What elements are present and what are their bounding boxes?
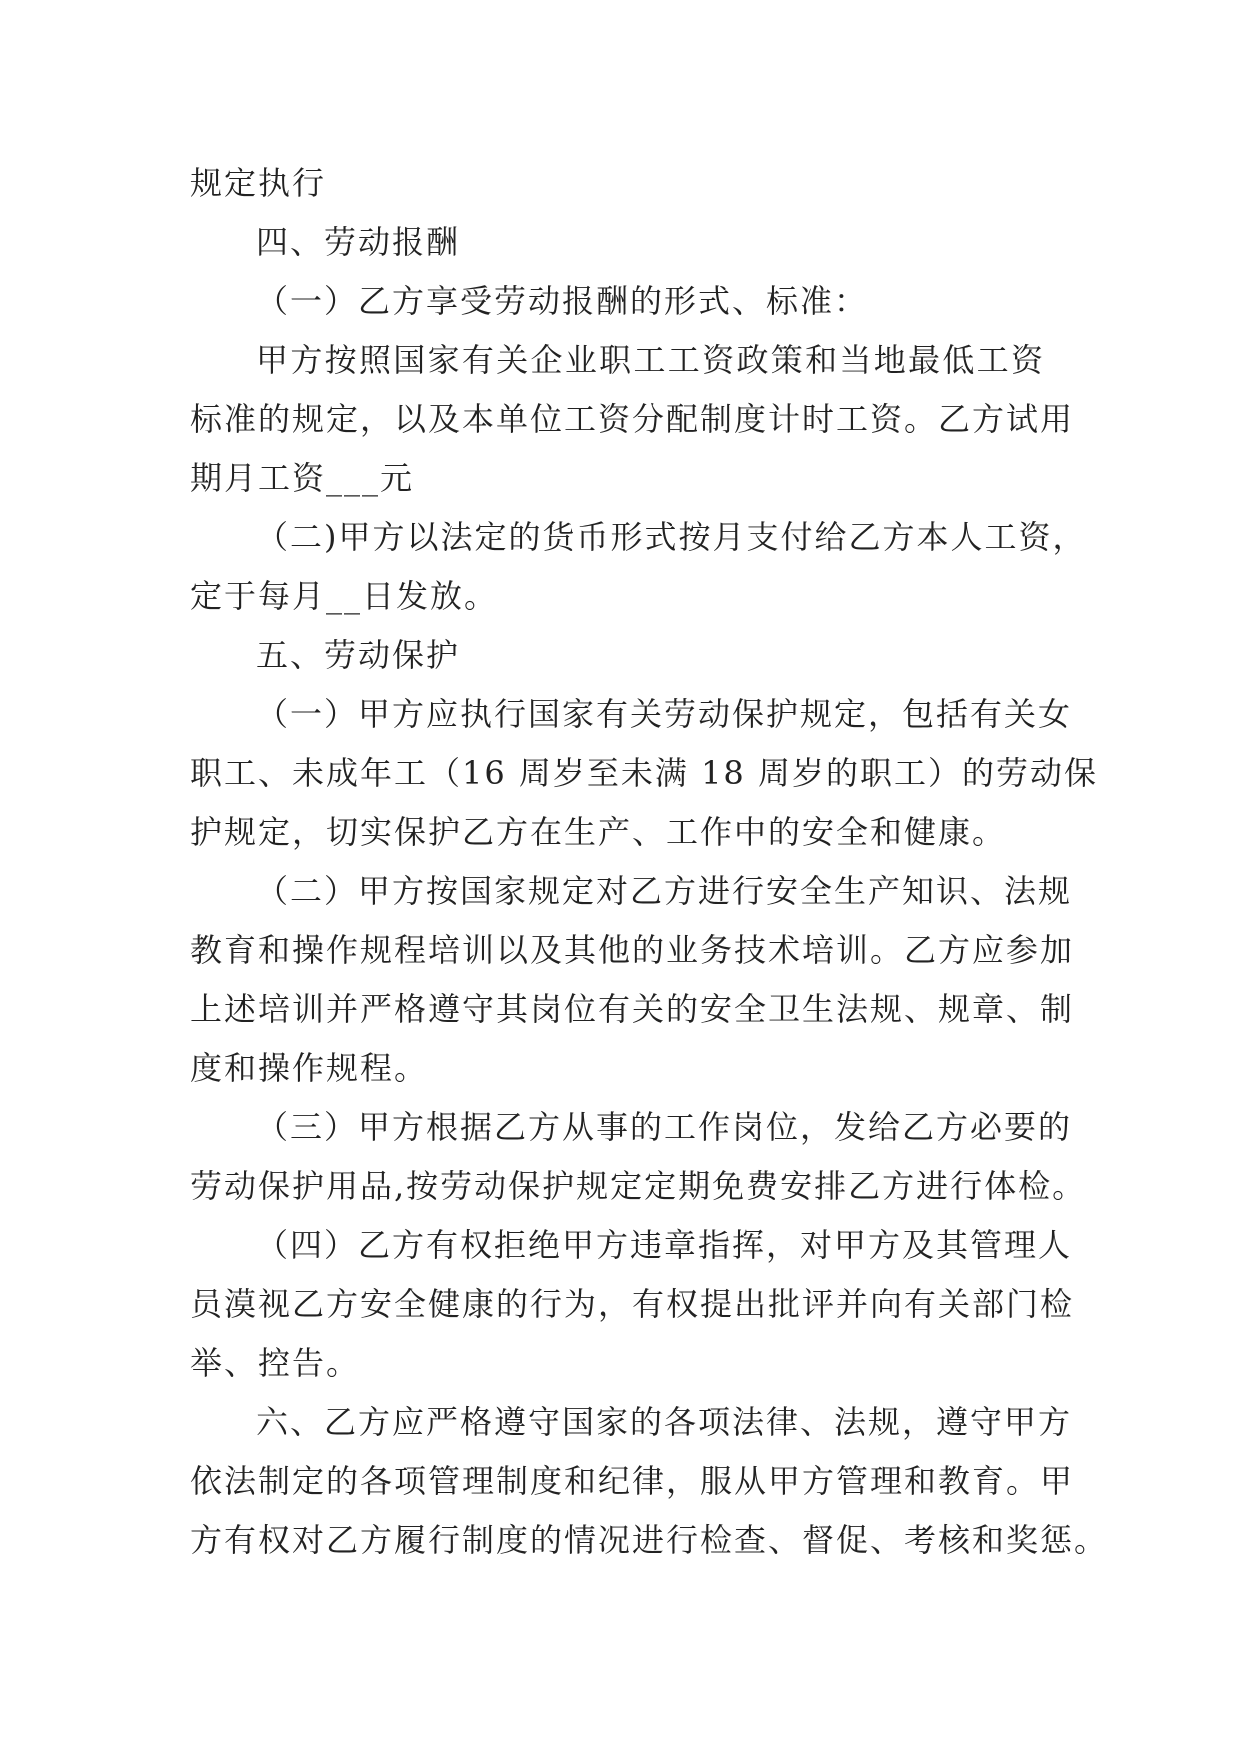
- text-line: （一）甲方应执行国家有关劳动保护规定，包括有关女: [256, 695, 1073, 733]
- text-line: 依法制定的各项管理制度和纪律，服从甲方管理和教育。甲: [190, 1462, 1075, 1500]
- text-line: （三）甲方根据乙方从事的工作岗位，发给乙方必要的: [256, 1108, 1073, 1146]
- text-line: 甲方按照国家有关企业职工工资政策和当地最低工资: [256, 341, 1045, 379]
- section-heading: 四、劳动报酬: [256, 223, 461, 261]
- text-line: 期月工资___元: [190, 459, 415, 497]
- text-line: 方有权对乙方履行制度的情况进行检查、督促、考核和奖惩。: [190, 1521, 1109, 1559]
- text-line: 标准的规定，以及本单位工资分配制度计时工资。乙方试用: [190, 400, 1075, 438]
- text-line: 教育和操作规程培训以及其他的业务技术培训。乙方应参加: [190, 931, 1075, 969]
- text-line: （二）甲方按国家规定对乙方进行安全生产知识、法规: [256, 872, 1073, 910]
- text-line: 举、控告。: [190, 1344, 361, 1382]
- text-line: 定于每月__日发放。: [190, 577, 499, 615]
- text-line: 护规定，切实保护乙方在生产、工作中的安全和健康。: [190, 813, 1007, 851]
- section-heading: 五、劳动保护: [256, 636, 461, 674]
- subsection-heading: （一）乙方享受劳动报酬的形式、标准：: [256, 282, 869, 320]
- text-line: 劳动保护用品,按劳动保护规定定期免费安排乙方进行体检。: [190, 1167, 1087, 1205]
- text-line: 规定执行: [190, 164, 327, 202]
- text-line: 上述培训并严格遵守其岗位有关的安全卫生法规、规章、制: [190, 990, 1075, 1028]
- section-heading: 六、乙方应严格遵守国家的各项法律、法规，遵守甲方: [256, 1403, 1073, 1441]
- text-line: 度和操作规程。: [190, 1049, 429, 1087]
- text-line: （四）乙方有权拒绝甲方违章指挥，对甲方及其管理人: [256, 1226, 1073, 1264]
- text-line: 员漠视乙方安全健康的行为，有权提出批评并向有关部门检: [190, 1285, 1075, 1323]
- text-line: （二)甲方以法定的货币形式按月支付给乙方本人工资，: [256, 518, 1087, 556]
- text-line: 职工、未成年工（16 周岁至未满 18 周岁的职工）的劳动保: [190, 754, 1098, 792]
